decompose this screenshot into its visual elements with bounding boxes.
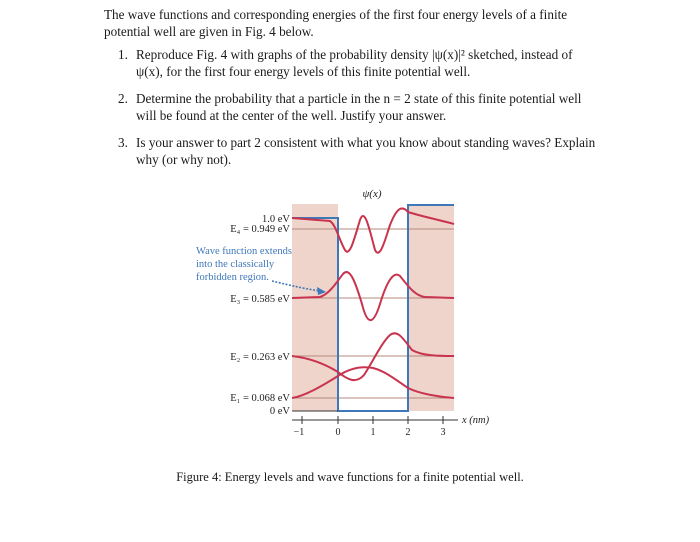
well-depth-label: 1.0 eV <box>262 214 290 225</box>
annotation-line-2: into the classically <box>196 259 275 270</box>
level-label-e2: E₂ = 0.263 eV <box>230 352 290 363</box>
annotation-line-3: forbidden region. <box>196 272 269 283</box>
x-tick-label: 2 <box>405 427 411 438</box>
level-label-e4: E₄ = 0.949 eV <box>230 224 290 235</box>
x-tick-label: −1 <box>293 427 305 438</box>
intro-paragraph: The wave functions and corresponding energies of the first four energy levels of a finite potential well are given in Fig. 4 below. <box>104 7 568 39</box>
question-3 <box>118 134 600 168</box>
question-list <box>118 46 600 178</box>
question-text: Is your answer to part 2 consistent with what you know about standing waves? Explain why (or why not). <box>136 135 596 167</box>
question-number: 2. <box>118 91 128 106</box>
psi-label: ψ(x) <box>362 188 382 200</box>
right-forbidden-region <box>408 204 454 411</box>
x-tick-label: 0 <box>335 427 341 438</box>
x-axis-label: x (nm) <box>462 415 490 426</box>
x-tick-label: 3 <box>440 427 446 438</box>
x-ticks <box>294 416 446 438</box>
question-number: 3. <box>118 135 128 150</box>
level-label-e3: E₃ = 0.585 eV <box>230 294 290 305</box>
figure-caption: Figure 4: Energy levels and wave functions for a finite potential well. <box>176 470 524 484</box>
question-1 <box>118 46 600 80</box>
x-tick-label: 1 <box>370 427 376 438</box>
question-text: Reproduce Fig. 4 with graphs of the probability density |ψ(x)|² sketched, instead of ψ(x), for the first four energy levels of this finite potential well. <box>136 47 573 79</box>
figure-4 <box>0 180 700 450</box>
potential-well-diagram <box>0 180 700 450</box>
question-text: Determine the probability that a particle in the n = 2 state of this finite potential well will be found at the center of the well. Justify your answer. <box>136 91 582 123</box>
question-number: 1. <box>118 47 128 62</box>
level-label-e1: E₁ = 0.068 eV <box>230 393 290 404</box>
question-2 <box>118 90 600 124</box>
annotation-line-1: Wave function extends <box>196 246 292 257</box>
bottom-energy-label: 0 eV <box>269 406 290 417</box>
